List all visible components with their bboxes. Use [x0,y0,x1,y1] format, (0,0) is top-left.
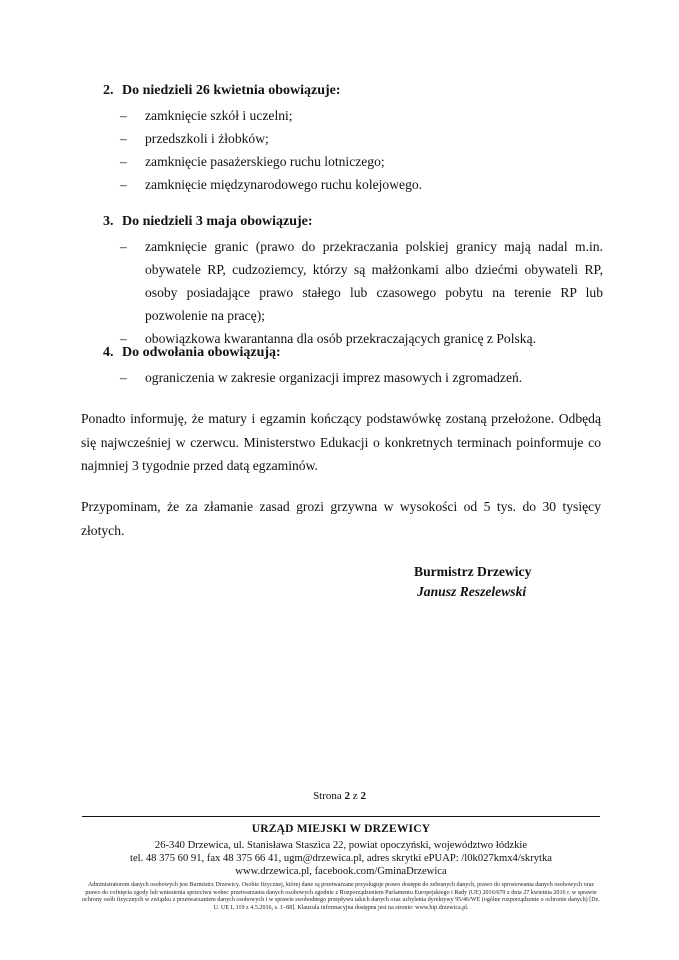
list-item [103,104,603,127]
page-number-prefix: Strona [313,790,342,802]
list-item-text: obowiązkowa kwarantanna dla osób przekraczających granicę z Polską. [145,331,537,346]
list-item [103,173,603,196]
signature-name: Janusz Reszelewski [417,584,527,599]
section-title: Do odwołania obowiązują: [122,345,281,360]
section-number: 3. [103,214,114,229]
exam-info-paragraph: Ponadto informuję, że matury i egzamin kończący podstawówkę zostaną przełożone. Odbędą się najwcześniej w czerwcu. Ministerstwo Edukacji o konkretnych terminach poinformuje co najmniej 3 tygodnie przed datą egzaminów. [81,411,601,473]
section-number: 4. [103,345,114,360]
footer-web: www.drzewica.pl, facebook.com/GminaDrzewica [235,866,447,877]
list-item [103,235,603,327]
list-item [103,127,603,150]
section-title: Do niedzieli 3 maja obowiązuje: [122,214,313,229]
item-list [103,235,603,350]
section-4 [103,344,603,389]
footer-address: 26-340 Drzewica, ul. Stanisława Staszica 22, powiat opoczyński, województwo łódzkie [154,840,528,851]
fine-reminder-paragraph: Przypominam, że za złamanie zasad grozi grzywna w wysokości od 5 tys. do 30 tysięcy złotych. [81,499,601,538]
footer-contact: tel. 48 375 60 91, fax 48 375 66 41, ugm@drzewica.pl, adres skrytki ePUAP: /l0k027kmx4/skrytka [130,853,552,864]
dash-bullet: – [120,370,127,385]
page-number-separator: z [352,790,358,802]
section-heading [103,213,603,231]
dash-bullet: – [120,154,127,169]
dash-bullet: – [120,239,127,254]
list-item-text: zamknięcie szkół i uczelni; [145,108,293,123]
item-list [103,366,603,389]
section-heading [103,344,603,362]
footer-gdpr-clause: Administratorem danych osobowych jest Burmistrz Drzewicy. Osobie fizycznej, której dane są przetwarzane przysługuje prawo dostępu do zebranych danych, prawo do sprostowania danych osobowych oraz prawo do cofnięcia zgody lub wniesienia sprzeciwu wobec przetwarzania danych osobowych zgodnie z Rozporządzeniem Parlamentu Europejskiego i Rady (UE) 2016/679 z dnia 27 kwietnia 2016 r. w sprawie ochrony osób fizycznych w związku z przetwarzaniem danych osobowych i w sprawie swobodnego przepływu takich danych oraz uchylenia dyrektywy 95/46/WE (ogólne rozporządzenie o ochronie danych) [Dz. U. UE L 119 z 4.5.2016, s. 1–88]. Klauzula informacyjna dostępna jest na stronie: www.bip.drzewica.pl. [82,882,600,911]
dash-bullet: – [120,331,127,346]
section-title: Do niedzieli 26 kwietnia obowiązuje: [122,83,341,98]
list-item-text: ograniczenia w zakresie organizacji imprez masowych i zgromadzeń. [145,370,523,385]
list-item-text: zamknięcie międzynarodowego ruchu kolejowego. [145,177,423,192]
signature-title: Burmistrz Drzewicy [414,564,532,579]
dash-bullet: – [120,177,127,192]
section-heading [103,82,603,100]
list-item [103,150,603,173]
list-item-text: zamknięcie pasażerskiego ruchu lotniczego; [145,154,385,169]
item-list [103,104,603,196]
section-3 [103,213,603,350]
section-number: 2. [103,83,114,98]
dash-bullet: – [120,131,127,146]
footer-divider [82,816,600,817]
footer-contact-block [82,839,600,878]
signature-block [414,562,531,602]
list-item [103,366,603,389]
page-number-current: 2 [344,790,351,802]
page-number [0,790,679,802]
list-item-text: zamknięcie granic (prawo do przekraczania polskiej granicy mają nadal m.in. obywatele RP, cudzoziemcy, którzy są małżonkami albo dziećmi obywateli RP, osoby posiadające prawo stałego lub czasowego pobytu na terenie RP lub pozwolenie na pracę); [145,239,603,323]
footer-office-name: URZĄD MIEJSKI W DRZEWICY [251,823,431,835]
section-2 [103,82,603,196]
dash-bullet: – [120,108,127,123]
list-item-text: przedszkoli i żłobków; [145,131,269,146]
page-number-total: 2 [360,790,366,802]
